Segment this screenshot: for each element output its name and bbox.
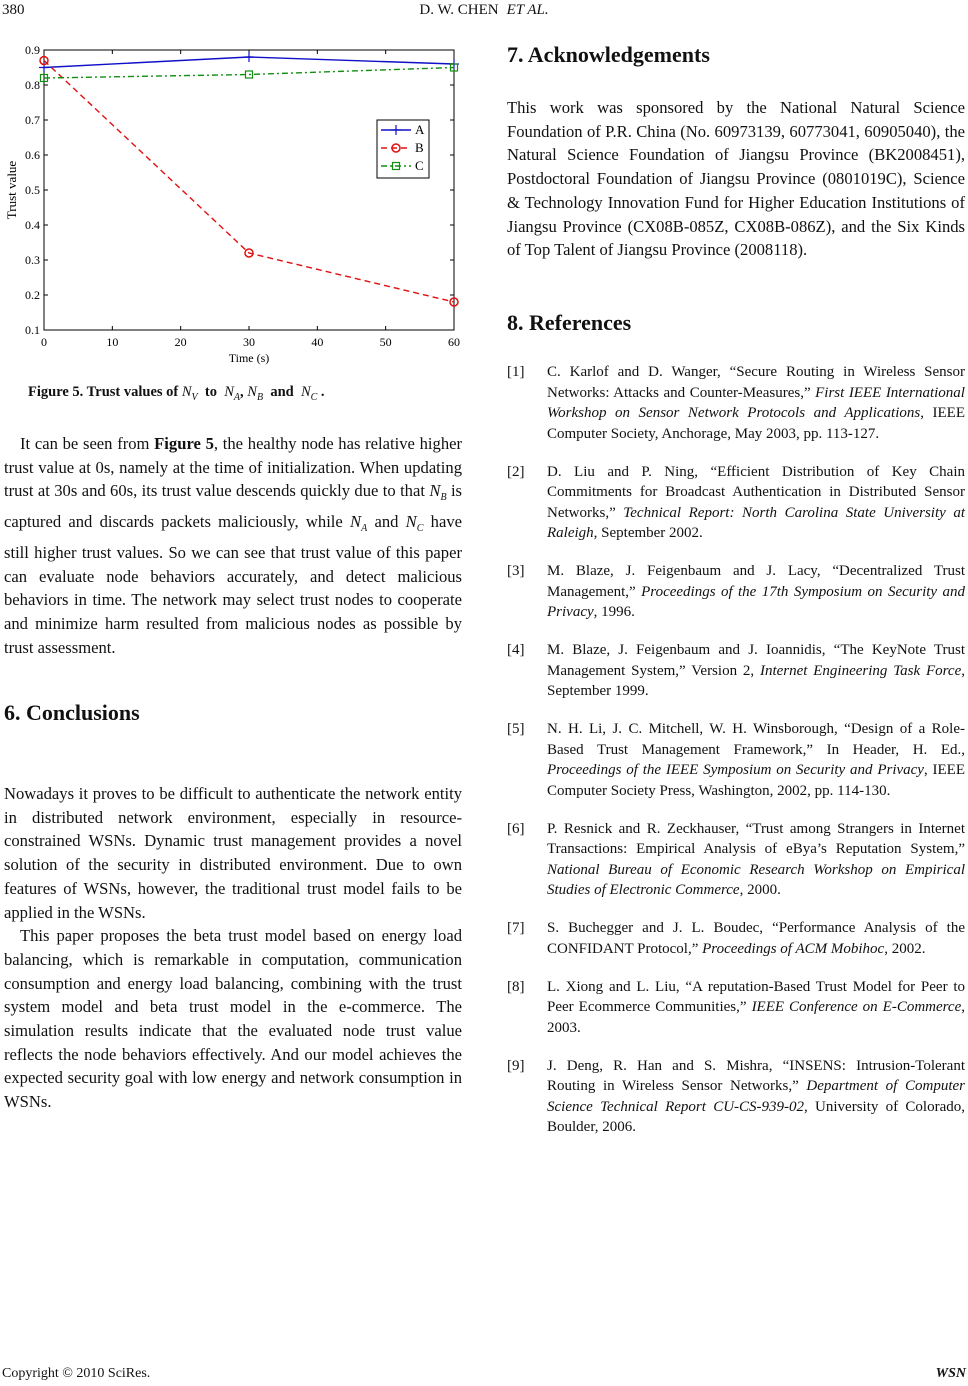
reference-text: J. Deng, R. Han and S. Mishra, “INSENS: Intrusion-Tolerant Routing in Wireless Sensor Networks,” bbox=[547, 1057, 965, 1094]
results-text-e: have still higher trust values. So we can see that trust value of this paper can evaluate node behaviors accurately, and detect malicious behaviors in time. The network may select trust nodes to cooperate and minimize harm resulted from malicious nodes as possible by trust assessment. bbox=[4, 512, 462, 657]
x-tick-label: 60 bbox=[448, 335, 460, 349]
symbol-nv-sub: V bbox=[191, 392, 198, 403]
reference-item bbox=[507, 918, 965, 959]
y-tick-label: 0.9 bbox=[25, 43, 40, 57]
reference-item bbox=[507, 819, 965, 901]
reference-venue: Proceedings of ACM Mobihoc bbox=[702, 940, 885, 957]
reference-text: D. Liu and P. Ning, “Efficient Distribution of Key Chain Commitments for Broadcast Authentication in Distributed Sensor Networks,” bbox=[547, 463, 965, 521]
reference-text: P. Resnick and R. Zeckhauser, “Trust among Strangers in Internet Transactions: Empirical Analysis of eBya’s Reputation System,” bbox=[547, 820, 965, 857]
y-tick-label: 0.5 bbox=[25, 183, 40, 197]
acknowledgements-heading: 7. Acknowledgements bbox=[507, 42, 710, 67]
reference-details: , September 1999. bbox=[547, 662, 965, 699]
inline-na-sub: A bbox=[361, 523, 368, 535]
figure-reference: Figure 5 bbox=[154, 434, 214, 453]
reference-item bbox=[507, 719, 965, 801]
caption-prefix: Figure 5. Trust values of bbox=[28, 384, 179, 400]
y-tick-label: 0.7 bbox=[25, 113, 40, 127]
reference-number: [1] bbox=[507, 364, 525, 380]
footer-journal: WSN bbox=[935, 1366, 966, 1381]
reference-venue: Internet Engineering Task Force bbox=[759, 662, 962, 679]
reference-text: M. Blaze, J. Feigenbaum and J. Ioannidis, “The KeyNote Trust Management System,” Version 2, bbox=[547, 642, 965, 679]
reference-details: , 2003. bbox=[547, 999, 965, 1036]
x-tick-label: 30 bbox=[243, 335, 255, 349]
reference-venue: IEEE Conference on E-Commerce bbox=[751, 999, 962, 1015]
symbol-na bbox=[224, 384, 241, 403]
x-tick-label: 0 bbox=[41, 335, 47, 349]
symbol-nc-sub: C bbox=[310, 392, 318, 403]
symbol-nc-base: N bbox=[300, 384, 311, 400]
running-head bbox=[0, 2, 968, 19]
results-text-c: is captured and discards packets maliciously, while bbox=[4, 481, 463, 532]
y-tick-label: 0.3 bbox=[25, 253, 40, 267]
y-tick-label: 0.1 bbox=[25, 323, 40, 337]
reference-venue: Department of Computer Science Technical Report CU-CS-939-02 bbox=[547, 1078, 965, 1115]
caption-and: and bbox=[270, 384, 294, 400]
x-tick-label: 40 bbox=[311, 335, 324, 349]
reference-item bbox=[507, 977, 965, 1039]
trust-value-chart bbox=[0, 36, 470, 368]
symbol-nb bbox=[247, 384, 264, 403]
reference-details: , IEEE Computer Society, Anchorage, May 2003, pp. 113-127. bbox=[547, 405, 965, 442]
reference-number: [5] bbox=[507, 721, 525, 737]
reference-details: , 1996. bbox=[593, 604, 635, 620]
reference-item bbox=[507, 561, 965, 623]
results-text-a: It can be seen from bbox=[20, 434, 155, 453]
page-number: 380 bbox=[2, 2, 25, 18]
reference-text: C. Karlof and D. Wanger, “Secure Routing in Wireless Sensor Networks: Attacks and Counter-Measures,” bbox=[547, 364, 965, 401]
reference-item bbox=[507, 362, 965, 444]
running-head-et-al: ET AL. bbox=[506, 2, 549, 18]
y-tick-label: 0.4 bbox=[25, 218, 40, 232]
running-head-authors: D. W. CHEN bbox=[419, 2, 499, 18]
reference-number: [9] bbox=[507, 1057, 525, 1074]
reference-text: S. Buchegger and J. L. Boudec, “Performance Analysis of the CONFIDANT Protocol,” bbox=[547, 920, 965, 957]
reference-number: [3] bbox=[507, 563, 525, 579]
series-line-b bbox=[44, 61, 454, 303]
symbol-nb-sub: B bbox=[256, 392, 264, 403]
reference-number: [6] bbox=[507, 820, 525, 837]
inline-symbol-nb bbox=[429, 481, 447, 504]
figure-caption bbox=[28, 384, 325, 403]
legend-label-a: A bbox=[415, 122, 425, 137]
references-heading: 8. References bbox=[507, 310, 632, 335]
conclusions-paragraph-1: Nowadays it proves to be difficult to authenticate the network entity in distributed network environment, especially in resource-constrained WSNs. Dynamic trust management provides a novel solution of the security in distributed environment. Due to own features of WSNs, however, the traditional trust model fails to be applied in the WSNs. bbox=[4, 784, 462, 922]
reference-details: , University of Colorado, Boulder, 2006. bbox=[547, 1098, 965, 1135]
x-tick-label: 10 bbox=[106, 335, 119, 349]
y-tick-label: 0.2 bbox=[25, 288, 40, 302]
symbol-nb-base: N bbox=[247, 384, 257, 400]
plot-frame bbox=[44, 50, 454, 330]
y-tick-label: 0.6 bbox=[25, 148, 40, 162]
results-paragraph bbox=[4, 432, 462, 659]
left-column bbox=[4, 432, 462, 659]
reference-venue: Technical Report: North Carolina State University at Raleigh bbox=[547, 504, 965, 541]
caption-to: to bbox=[204, 384, 217, 400]
x-tick-label: 20 bbox=[174, 335, 187, 349]
symbol-na-base: N bbox=[224, 384, 234, 400]
reference-venue: National Bureau of Economic Research Workshop on Empirical Studies of Electronic Commerce bbox=[547, 861, 965, 898]
acknowledgements-body bbox=[507, 96, 965, 262]
conclusions-heading: 6. Conclusions bbox=[4, 700, 140, 725]
series-line-c bbox=[44, 68, 454, 79]
reference-list bbox=[507, 362, 965, 1155]
reference-venue: First IEEE International Workshop on Sensor Network Protocols and Applications bbox=[547, 384, 965, 421]
y-axis-label: Trust value bbox=[4, 160, 19, 220]
conclusions-paragraph-2: This paper proposes the beta trust model based on energy load balancing, which is remarkable in computation, communication consumption and energy load balancing, combining with the trust system model and beta trust model in the e-commerce. The simulation results indicate that the evaluated node trust value reflects the node behaviors effectively. And our model achieves the expected security goal with low energy and network consumption in WSNs. bbox=[4, 926, 462, 1112]
conclusions-body bbox=[4, 782, 462, 1114]
x-tick-label: 50 bbox=[379, 335, 392, 349]
symbol-nc bbox=[300, 384, 318, 403]
y-tick-label: 0.8 bbox=[25, 78, 40, 92]
reference-details: , September 2002. bbox=[593, 525, 703, 541]
inline-symbol-na bbox=[350, 512, 368, 535]
reference-item bbox=[507, 462, 965, 544]
reference-number: [4] bbox=[507, 642, 525, 658]
inline-symbol-nc bbox=[405, 512, 424, 535]
x-axis-label: Time (s) bbox=[228, 351, 270, 365]
symbol-na-sub: A bbox=[233, 392, 241, 403]
reference-details: , 2002. bbox=[884, 940, 926, 957]
reference-text: N. H. Li, J. C. Mitchell, W. H. Winsborough, “Design of a Role-Based Trust Management Framework,” In Header, H. Ed., bbox=[547, 721, 965, 758]
caption-comma: , bbox=[240, 384, 244, 400]
inline-na-base: N bbox=[350, 512, 362, 532]
caption-end: . bbox=[320, 384, 325, 400]
reference-details: , 2000. bbox=[739, 882, 781, 898]
results-text-b: , the healthy node has relative higher trust value at 0s, namely at the time of initialization. When updating trust at 30s and 60s, its trust value descends quickly due to that bbox=[4, 434, 463, 501]
inline-nc-sub: C bbox=[416, 523, 424, 535]
reference-number: [2] bbox=[507, 463, 525, 480]
footer-copyright: Copyright © 2010 SciRes. bbox=[2, 1366, 151, 1381]
legend-label-b: B bbox=[415, 140, 424, 155]
reference-number: [7] bbox=[507, 920, 525, 936]
reference-venue: Proceedings of the 17th Symposium on Security and Privacy bbox=[547, 583, 965, 620]
symbol-nv-base: N bbox=[181, 384, 192, 400]
inline-nb-base: N bbox=[429, 481, 441, 501]
acknowledgements-text: This work was sponsored by the National Natural Science Foundation of P.R. China (No. 60973139, 60773041, 60905040), the Natural Science Foundation of Jiangsu Province (BK2008451), Postdoctoral Foundation of Jiangsu Province (0801019C), Science & Technology Innovation Fund for Higher Education Institutions of Jiangsu Province (CX08B-085Z, CX08B-086Z), and the Six Kinds of Top Talent of Jiangsu Province (2008118). bbox=[507, 98, 965, 260]
legend-label-c: C bbox=[415, 158, 424, 173]
reference-item bbox=[507, 640, 965, 702]
results-text-d: and bbox=[367, 512, 406, 532]
reference-text: L. Xiong and L. Liu, “A reputation-Based Trust Model for Peer to Peer Ecommerce Communities,” bbox=[547, 978, 965, 1015]
reference-venue: Proceedings of the IEEE Symposium on Security and Privacy bbox=[547, 762, 924, 778]
inline-nc-base: N bbox=[405, 512, 417, 532]
symbol-nv bbox=[181, 384, 198, 403]
inline-nb-sub: B bbox=[440, 492, 447, 504]
reference-text: M. Blaze, J. Feigenbaum and J. Lacy, “Decentralized Trust Management,” bbox=[547, 563, 965, 600]
reference-item bbox=[507, 1056, 965, 1138]
reference-details: , IEEE Computer Society Press, Washington, 2002, pp. 114-130. bbox=[547, 762, 966, 799]
reference-number: [8] bbox=[507, 978, 525, 995]
